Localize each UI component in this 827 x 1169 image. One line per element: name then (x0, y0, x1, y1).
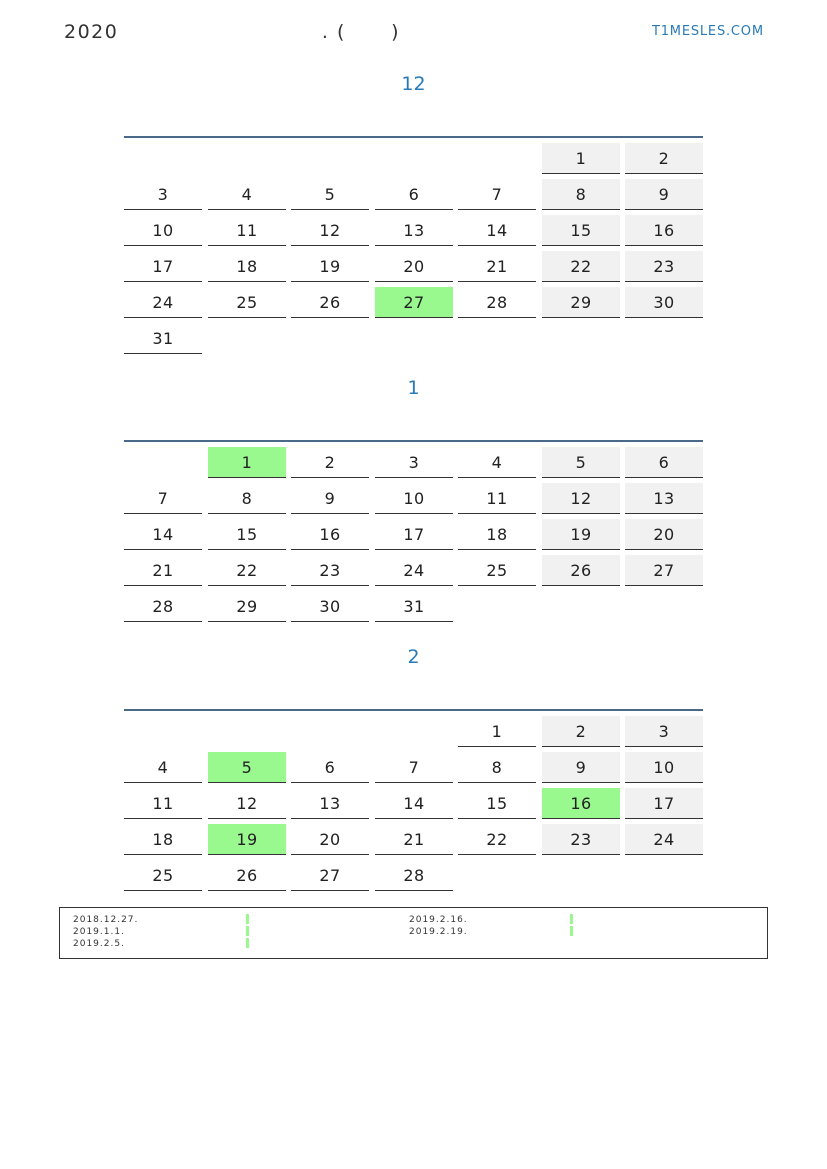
day-cell: 16 (625, 215, 703, 246)
month-rule (124, 440, 703, 442)
day-cell: 30 (625, 287, 703, 318)
day-cell: 29 (208, 591, 286, 622)
day-cell: 6 (291, 752, 369, 783)
legend-date: 2019.2.16. (409, 915, 468, 925)
day-cell: 23 (625, 251, 703, 282)
day-cell: 9 (542, 752, 620, 783)
day-cell: 17 (124, 251, 202, 282)
day-cell: 11 (208, 215, 286, 246)
holiday-marker (246, 926, 249, 936)
day-cell: 29 (542, 287, 620, 318)
day-cell: 2 (542, 716, 620, 747)
day-cell: 22 (542, 251, 620, 282)
day-cell: 19 (291, 251, 369, 282)
day-cell: 2 (291, 447, 369, 478)
month-title: 2 (407, 646, 420, 668)
day-cell: 7 (375, 752, 453, 783)
day-cell: 12 (208, 788, 286, 819)
day-cell: 19 (542, 519, 620, 550)
day-cell: 8 (208, 483, 286, 514)
day-cell: 10 (124, 215, 202, 246)
day-cell: 4 (458, 447, 536, 478)
month-rule (124, 136, 703, 138)
day-cell: 18 (208, 251, 286, 282)
day-cell: 1 (542, 143, 620, 174)
holiday-marker (570, 914, 573, 924)
day-cell: 20 (291, 824, 369, 855)
day-cell: 12 (291, 215, 369, 246)
day-cell: 20 (625, 519, 703, 550)
day-cell: 3 (124, 179, 202, 210)
day-cell: 11 (458, 483, 536, 514)
month-title: 1 (407, 377, 420, 399)
day-cell: 28 (458, 287, 536, 318)
day-cell: 8 (542, 179, 620, 210)
day-cell: 11 (124, 788, 202, 819)
month-title: 12 (401, 73, 426, 95)
site-link[interactable]: T1MESLES.COM (652, 24, 764, 39)
day-cell: 13 (291, 788, 369, 819)
day-cell: 7 (124, 483, 202, 514)
day-cell: 19 (208, 824, 286, 855)
day-cell: 7 (458, 179, 536, 210)
day-cell: 4 (124, 752, 202, 783)
day-cell: 14 (124, 519, 202, 550)
day-cell: 31 (375, 591, 453, 622)
day-cell: 18 (458, 519, 536, 550)
holiday-marker (246, 938, 249, 948)
day-cell: 28 (375, 860, 453, 891)
day-cell: 25 (458, 555, 536, 586)
day-cell: 23 (291, 555, 369, 586)
day-cell: 13 (375, 215, 453, 246)
day-cell: 23 (542, 824, 620, 855)
day-cell: 8 (458, 752, 536, 783)
day-cell: 14 (458, 215, 536, 246)
day-cell: 1 (458, 716, 536, 747)
day-cell: 1 (208, 447, 286, 478)
day-cell: 16 (542, 788, 620, 819)
holiday-legend (59, 907, 768, 959)
day-cell: 13 (625, 483, 703, 514)
day-cell: 15 (458, 788, 536, 819)
holiday-marker (246, 914, 249, 924)
day-cell: 10 (625, 752, 703, 783)
day-cell: 28 (124, 591, 202, 622)
day-cell: 14 (375, 788, 453, 819)
day-cell: 16 (291, 519, 369, 550)
day-cell: 25 (124, 860, 202, 891)
day-cell: 22 (458, 824, 536, 855)
day-cell: 20 (375, 251, 453, 282)
day-cell: 21 (458, 251, 536, 282)
day-cell: 22 (208, 555, 286, 586)
legend-date: 2019.1.1. (73, 927, 125, 937)
day-cell: 21 (375, 824, 453, 855)
day-cell: 24 (375, 555, 453, 586)
day-cell: 24 (625, 824, 703, 855)
document-title: 2020 . ( ) (64, 21, 401, 43)
day-cell: 24 (124, 287, 202, 318)
day-cell: 6 (375, 179, 453, 210)
day-cell: 15 (542, 215, 620, 246)
day-cell: 10 (375, 483, 453, 514)
day-cell: 27 (625, 555, 703, 586)
legend-date: 2019.2.5. (73, 939, 125, 949)
day-cell: 3 (625, 716, 703, 747)
holiday-marker (570, 926, 573, 936)
day-cell: 26 (542, 555, 620, 586)
day-cell: 15 (208, 519, 286, 550)
legend-date: 2019.2.19. (409, 927, 468, 937)
day-cell: 21 (124, 555, 202, 586)
day-cell: 26 (208, 860, 286, 891)
day-cell: 25 (208, 287, 286, 318)
month-rule (124, 709, 703, 711)
day-cell: 4 (208, 179, 286, 210)
day-cell: 2 (625, 143, 703, 174)
day-cell: 5 (208, 752, 286, 783)
day-cell: 30 (291, 591, 369, 622)
day-cell: 27 (375, 287, 453, 318)
day-cell: 17 (625, 788, 703, 819)
legend-date: 2018.12.27. (73, 915, 139, 925)
day-cell: 5 (542, 447, 620, 478)
day-cell: 6 (625, 447, 703, 478)
day-cell: 3 (375, 447, 453, 478)
day-cell: 31 (124, 323, 202, 354)
day-cell: 17 (375, 519, 453, 550)
day-cell: 12 (542, 483, 620, 514)
day-cell: 27 (291, 860, 369, 891)
day-cell: 26 (291, 287, 369, 318)
day-cell: 5 (291, 179, 369, 210)
day-cell: 9 (625, 179, 703, 210)
day-cell: 9 (291, 483, 369, 514)
day-cell: 18 (124, 824, 202, 855)
